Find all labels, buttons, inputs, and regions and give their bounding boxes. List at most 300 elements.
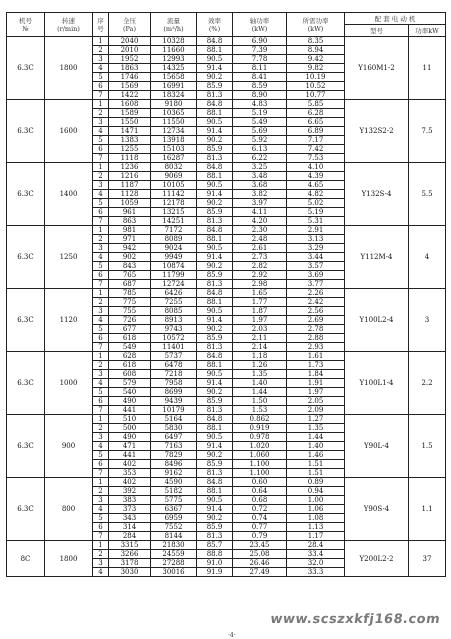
pressure-cell: 981 [109, 226, 151, 235]
flow-cell: 11660 [151, 46, 197, 55]
required-power-cell: 10.19 [287, 73, 345, 82]
required-power-cell: 2.26 [287, 289, 345, 298]
seq-cell: 2 [93, 235, 109, 244]
group-model: 6.3C [7, 100, 45, 163]
seq-cell: 3 [93, 559, 109, 568]
pressure-cell: 1255 [109, 145, 151, 154]
required-power-cell: 1.84 [287, 370, 345, 379]
seq-cell: 7 [93, 91, 109, 100]
group-model: 6.3C [7, 415, 45, 478]
required-power-cell: 1.13 [287, 523, 345, 532]
shaft-power-cell: 1.020 [233, 442, 287, 451]
seq-cell: 3 [93, 433, 109, 442]
flow-cell: 24559 [151, 550, 197, 559]
flow-cell: 11401 [151, 343, 197, 352]
seq-cell: 3 [93, 181, 109, 190]
pressure-cell: 687 [109, 280, 151, 289]
required-power-cell: 6.89 [287, 127, 345, 136]
shaft-power-cell: 1.50 [233, 397, 287, 406]
seq-cell: 2 [93, 46, 109, 55]
group-motor-power: 4 [409, 226, 446, 289]
group-motor-type: Y200L2-2 [345, 541, 409, 577]
pressure-cell: 2010 [109, 46, 151, 55]
pressure-cell: 1863 [109, 64, 151, 73]
efficiency-cell: 84.8 [197, 478, 233, 487]
group-motor-type: Y90S-4 [345, 478, 409, 541]
shaft-power-cell: 2.48 [233, 235, 287, 244]
pressure-cell: 579 [109, 379, 151, 388]
seq-cell: 3 [93, 370, 109, 379]
shaft-power-cell: 2.30 [233, 226, 287, 235]
efficiency-cell: 90.2 [197, 325, 233, 334]
flow-cell: 7255 [151, 298, 197, 307]
group-speed: 1400 [45, 163, 93, 226]
flow-cell: 8089 [151, 235, 197, 244]
seq-cell: 4 [93, 127, 109, 136]
required-power-cell: 1.73 [287, 361, 345, 370]
shaft-power-cell: 1.53 [233, 406, 287, 415]
efficiency-cell: 88.1 [197, 361, 233, 370]
efficiency-cell: 90.2 [197, 451, 233, 460]
required-power-cell: 7.42 [287, 145, 345, 154]
flow-cell: 8032 [151, 163, 197, 172]
required-power-cell: 4.82 [287, 190, 345, 199]
group-motor-power: 5.5 [409, 163, 446, 226]
flow-cell: 9024 [151, 244, 197, 253]
efficiency-cell: 90.2 [197, 262, 233, 271]
pressure-cell: 314 [109, 523, 151, 532]
seq-cell: 1 [93, 352, 109, 361]
required-power-cell: 3.29 [287, 244, 345, 253]
pressure-cell: 3178 [109, 559, 151, 568]
flow-cell: 7172 [151, 226, 197, 235]
required-power-cell: 8.35 [287, 37, 345, 46]
group-motor-power: 7.5 [409, 100, 446, 163]
required-power-cell: 32.0 [287, 559, 345, 568]
pressure-cell: 540 [109, 388, 151, 397]
pressure-cell: 628 [109, 352, 151, 361]
pressure-cell: 677 [109, 325, 151, 334]
header-model: 机号 № [7, 13, 45, 37]
shaft-power-cell: 1.100 [233, 469, 287, 478]
flow-cell: 11799 [151, 271, 197, 280]
pressure-cell: 942 [109, 244, 151, 253]
flow-cell: 27288 [151, 559, 197, 568]
pressure-cell: 902 [109, 253, 151, 262]
table-row [7, 541, 446, 550]
pressure-cell: 971 [109, 235, 151, 244]
shaft-power-cell: 7.39 [233, 46, 287, 55]
group-motor-power: 11 [409, 37, 446, 100]
flow-cell: 12178 [151, 199, 197, 208]
group-motor-power: 37 [409, 541, 446, 577]
required-power-cell: 3.69 [287, 271, 345, 280]
seq-cell: 3 [93, 307, 109, 316]
group-motor-power: 1.1 [409, 478, 446, 541]
required-power-cell: 1.17 [287, 532, 345, 541]
efficiency-cell: 88.1 [197, 424, 233, 433]
efficiency-cell: 90.5 [197, 496, 233, 505]
required-power-cell: 1.51 [287, 460, 345, 469]
group-model: 8C [7, 541, 45, 577]
required-power-cell: 4.10 [287, 163, 345, 172]
header-motor-type: 型号 [345, 25, 409, 37]
seq-cell: 7 [93, 280, 109, 289]
group-motor-type: Y100L2-4 [345, 289, 409, 352]
group-motor-type: Y132S2-2 [345, 100, 409, 163]
group-model: 6.3C [7, 478, 45, 541]
flow-cell: 12724 [151, 280, 197, 289]
efficiency-cell: 91.0 [197, 559, 233, 568]
required-power-cell: 10.77 [287, 91, 345, 100]
flow-cell: 16991 [151, 82, 197, 91]
required-power-cell: 2.05 [287, 397, 345, 406]
required-power-cell: 2.69 [287, 316, 345, 325]
seq-cell: 3 [93, 496, 109, 505]
flow-cell: 14251 [151, 217, 197, 226]
group-speed: 1800 [45, 37, 93, 100]
table-row [7, 415, 446, 424]
group-model: 6.3C [7, 163, 45, 226]
required-power-cell: 2.42 [287, 298, 345, 307]
flow-cell: 9180 [151, 100, 197, 109]
shaft-power-cell: 1.77 [233, 298, 287, 307]
flow-cell: 5775 [151, 496, 197, 505]
shaft-power-cell: 2.14 [233, 343, 287, 352]
group-motor-type: Y90L-4 [345, 415, 409, 478]
seq-cell: 4 [93, 190, 109, 199]
efficiency-cell: 91.4 [197, 127, 233, 136]
pressure-cell: 1187 [109, 181, 151, 190]
shaft-power-cell: 26.46 [233, 559, 287, 568]
seq-cell: 4 [93, 253, 109, 262]
header-motor: 配 套 电 动 机 [345, 13, 446, 25]
pressure-cell: 1236 [109, 163, 151, 172]
flow-cell: 5830 [151, 424, 197, 433]
required-power-cell: 2.93 [287, 343, 345, 352]
required-power-cell: 1.27 [287, 415, 345, 424]
efficiency-cell: 90.2 [197, 136, 233, 145]
group-speed: 800 [45, 478, 93, 541]
seq-cell: 1 [93, 289, 109, 298]
efficiency-cell: 84.8 [197, 163, 233, 172]
efficiency-cell: 85.9 [197, 334, 233, 343]
shaft-power-cell: 1.26 [233, 361, 287, 370]
efficiency-cell: 84.8 [197, 352, 233, 361]
seq-cell: 6 [93, 334, 109, 343]
flow-cell: 9949 [151, 253, 197, 262]
flow-cell: 7958 [151, 379, 197, 388]
shaft-power-cell: 0.74 [233, 514, 287, 523]
efficiency-cell: 81.3 [197, 91, 233, 100]
seq-cell: 4 [93, 505, 109, 514]
pressure-cell: 392 [109, 487, 151, 496]
pressure-cell: 961 [109, 208, 151, 217]
efficiency-cell: 85.9 [197, 271, 233, 280]
flow-cell: 10572 [151, 334, 197, 343]
header-efficiency: 效率 (%) [197, 13, 233, 37]
pressure-cell: 471 [109, 442, 151, 451]
seq-cell: 4 [93, 64, 109, 73]
flow-cell: 6478 [151, 361, 197, 370]
header-motor-power: 功率kW [409, 25, 446, 37]
shaft-power-cell: 2.03 [233, 325, 287, 334]
efficiency-cell: 91.4 [197, 505, 233, 514]
pressure-cell: 1422 [109, 91, 151, 100]
shaft-power-cell: 0.60 [233, 478, 287, 487]
shaft-power-cell: 1.40 [233, 379, 287, 388]
table-row [7, 226, 446, 235]
efficiency-cell: 88.1 [197, 46, 233, 55]
flow-cell: 18324 [151, 91, 197, 100]
table-row [7, 100, 446, 109]
efficiency-cell: 90.5 [197, 55, 233, 64]
flow-cell: 30016 [151, 568, 197, 577]
pressure-cell: 1471 [109, 127, 151, 136]
shaft-power-cell: 4.83 [233, 100, 287, 109]
seq-cell: 1 [93, 100, 109, 109]
required-power-cell: 3.77 [287, 280, 345, 289]
seq-cell: 5 [93, 514, 109, 523]
required-power-cell: 1.40 [287, 442, 345, 451]
flow-cell: 10105 [151, 181, 197, 190]
efficiency-cell: 85.7 [197, 541, 233, 550]
required-power-cell: 2.09 [287, 406, 345, 415]
seq-cell: 1 [93, 37, 109, 46]
pressure-cell: 373 [109, 505, 151, 514]
shaft-power-cell: 1.97 [233, 316, 287, 325]
required-power-cell: 0.89 [287, 478, 345, 487]
header-speed: 转速 (r/min) [45, 13, 93, 37]
flow-cell: 6959 [151, 514, 197, 523]
header-seq: 序 号 [93, 13, 109, 37]
group-model: 6.3C [7, 289, 45, 352]
pressure-cell: 1118 [109, 154, 151, 163]
group-speed: 1800 [45, 541, 93, 577]
flow-cell: 11550 [151, 118, 197, 127]
pressure-cell: 1059 [109, 199, 151, 208]
group-model: 6.3C [7, 352, 45, 415]
flow-cell: 9162 [151, 469, 197, 478]
efficiency-cell: 88.1 [197, 235, 233, 244]
seq-cell: 6 [93, 397, 109, 406]
shaft-power-cell: 2.61 [233, 244, 287, 253]
pressure-cell: 402 [109, 460, 151, 469]
seq-cell: 3 [93, 55, 109, 64]
flow-cell: 11142 [151, 190, 197, 199]
flow-cell: 12734 [151, 127, 197, 136]
efficiency-cell: 91.9 [197, 568, 233, 577]
efficiency-cell: 88.1 [197, 487, 233, 496]
shaft-power-cell: 0.64 [233, 487, 287, 496]
efficiency-cell: 84.8 [197, 226, 233, 235]
seq-cell: 2 [93, 424, 109, 433]
efficiency-cell: 91.4 [197, 253, 233, 262]
efficiency-cell: 84.8 [197, 37, 233, 46]
shaft-power-cell: 23.45 [233, 541, 287, 550]
pressure-cell: 343 [109, 514, 151, 523]
required-power-cell: 7.53 [287, 154, 345, 163]
efficiency-cell: 90.5 [197, 181, 233, 190]
shaft-power-cell: 0.978 [233, 433, 287, 442]
flow-cell: 15658 [151, 73, 197, 82]
shaft-power-cell: 1.44 [233, 388, 287, 397]
shaft-power-cell: 3.25 [233, 163, 287, 172]
flow-cell: 10874 [151, 262, 197, 271]
header-required-power: 所需功率 (kW) [287, 13, 345, 37]
seq-cell: 5 [93, 325, 109, 334]
shaft-power-cell: 0.72 [233, 505, 287, 514]
required-power-cell: 1.46 [287, 451, 345, 460]
shaft-power-cell: 1.18 [233, 352, 287, 361]
table-row [7, 163, 446, 172]
seq-cell: 7 [93, 406, 109, 415]
header-flow: 流量 (m³/h) [151, 13, 197, 37]
shaft-power-cell: 0.79 [233, 532, 287, 541]
group-speed: 1120 [45, 289, 93, 352]
table-row [7, 37, 446, 46]
pressure-cell: 402 [109, 478, 151, 487]
efficiency-cell: 85.9 [197, 208, 233, 217]
shaft-power-cell: 2.82 [233, 262, 287, 271]
group-model: 6.3C [7, 37, 45, 100]
flow-cell: 7218 [151, 370, 197, 379]
shaft-power-cell: 6.22 [233, 154, 287, 163]
required-power-cell: 3.13 [287, 235, 345, 244]
seq-cell: 6 [93, 523, 109, 532]
shaft-power-cell: 8.11 [233, 64, 287, 73]
shaft-power-cell: 3.82 [233, 190, 287, 199]
efficiency-cell: 91.4 [197, 442, 233, 451]
shaft-power-cell: 1.87 [233, 307, 287, 316]
efficiency-cell: 90.2 [197, 388, 233, 397]
required-power-cell: 1.51 [287, 469, 345, 478]
shaft-power-cell: 6.90 [233, 37, 287, 46]
header-pressure: 全压 (Pa) [109, 13, 151, 37]
pressure-cell: 1383 [109, 136, 151, 145]
website-watermark: www.scszxkfj168.com [269, 612, 451, 632]
pressure-cell: 2040 [109, 37, 151, 46]
efficiency-cell: 85.9 [197, 397, 233, 406]
table-row [7, 352, 446, 361]
required-power-cell: 9.82 [287, 64, 345, 73]
pressure-cell: 726 [109, 316, 151, 325]
flow-cell: 21830 [151, 541, 197, 550]
pressure-cell: 843 [109, 262, 151, 271]
efficiency-cell: 90.5 [197, 118, 233, 127]
flow-cell: 10179 [151, 406, 197, 415]
efficiency-cell: 90.5 [197, 307, 233, 316]
efficiency-cell: 85.9 [197, 523, 233, 532]
seq-cell: 2 [93, 172, 109, 181]
efficiency-cell: 85.9 [197, 145, 233, 154]
seq-cell: 5 [93, 451, 109, 460]
seq-cell: 2 [93, 550, 109, 559]
shaft-power-cell: 0.919 [233, 424, 287, 433]
pressure-cell: 755 [109, 307, 151, 316]
efficiency-cell: 81.3 [197, 343, 233, 352]
pressure-cell: 618 [109, 361, 151, 370]
seq-cell: 2 [93, 361, 109, 370]
seq-cell: 5 [93, 136, 109, 145]
seq-cell: 6 [93, 208, 109, 217]
pressure-cell: 284 [109, 532, 151, 541]
shaft-power-cell: 2.98 [233, 280, 287, 289]
efficiency-cell: 81.3 [197, 217, 233, 226]
seq-cell: 2 [93, 487, 109, 496]
pressure-cell: 618 [109, 334, 151, 343]
efficiency-cell: 90.5 [197, 433, 233, 442]
required-power-cell: 5.02 [287, 199, 345, 208]
shaft-power-cell: 3.68 [233, 181, 287, 190]
flow-cell: 9439 [151, 397, 197, 406]
required-power-cell: 5.31 [287, 217, 345, 226]
flow-cell: 15103 [151, 145, 197, 154]
seq-cell: 2 [93, 109, 109, 118]
shaft-power-cell: 4.11 [233, 208, 287, 217]
required-power-cell: 1.00 [287, 496, 345, 505]
seq-cell: 7 [93, 469, 109, 478]
efficiency-cell: 81.3 [197, 532, 233, 541]
table-body [7, 37, 446, 577]
shaft-power-cell: 8.90 [233, 91, 287, 100]
page-number: ·4· [228, 632, 236, 639]
seq-cell: 3 [93, 244, 109, 253]
pressure-cell: 1589 [109, 109, 151, 118]
flow-cell: 6367 [151, 505, 197, 514]
seq-cell: 7 [93, 154, 109, 163]
pressure-cell: 441 [109, 406, 151, 415]
required-power-cell: 0.94 [287, 487, 345, 496]
required-power-cell: 1.97 [287, 388, 345, 397]
efficiency-cell: 88.1 [197, 298, 233, 307]
pressure-cell: 775 [109, 298, 151, 307]
pressure-cell: 383 [109, 496, 151, 505]
required-power-cell: 5.19 [287, 208, 345, 217]
shaft-power-cell: 1.060 [233, 451, 287, 460]
flow-cell: 7552 [151, 523, 197, 532]
seq-cell: 4 [93, 442, 109, 451]
seq-cell: 1 [93, 226, 109, 235]
flow-cell: 4590 [151, 478, 197, 487]
flow-cell: 9069 [151, 172, 197, 181]
efficiency-cell: 90.2 [197, 199, 233, 208]
shaft-power-cell: 4.20 [233, 217, 287, 226]
shaft-power-cell: 1.35 [233, 370, 287, 379]
pressure-cell: 1128 [109, 190, 151, 199]
group-motor-power: 1.5 [409, 415, 446, 478]
pressure-cell: 353 [109, 469, 151, 478]
flow-cell: 5737 [151, 352, 197, 361]
pressure-cell: 608 [109, 370, 151, 379]
flow-cell: 8496 [151, 460, 197, 469]
efficiency-cell: 91.4 [197, 316, 233, 325]
flow-cell: 5164 [151, 415, 197, 424]
efficiency-cell: 85.9 [197, 460, 233, 469]
efficiency-cell: 81.3 [197, 154, 233, 163]
flow-cell: 10365 [151, 109, 197, 118]
efficiency-cell: 91.4 [197, 379, 233, 388]
group-motor-type: Y100L1-4 [345, 352, 409, 415]
group-speed: 1250 [45, 226, 93, 289]
efficiency-cell: 90.5 [197, 370, 233, 379]
shaft-power-cell: 1.100 [233, 460, 287, 469]
efficiency-cell: 91.4 [197, 190, 233, 199]
shaft-power-cell: 0.77 [233, 523, 287, 532]
shaft-power-cell: 27.49 [233, 568, 287, 577]
required-power-cell: 33.4 [287, 550, 345, 559]
shaft-power-cell: 8.41 [233, 73, 287, 82]
